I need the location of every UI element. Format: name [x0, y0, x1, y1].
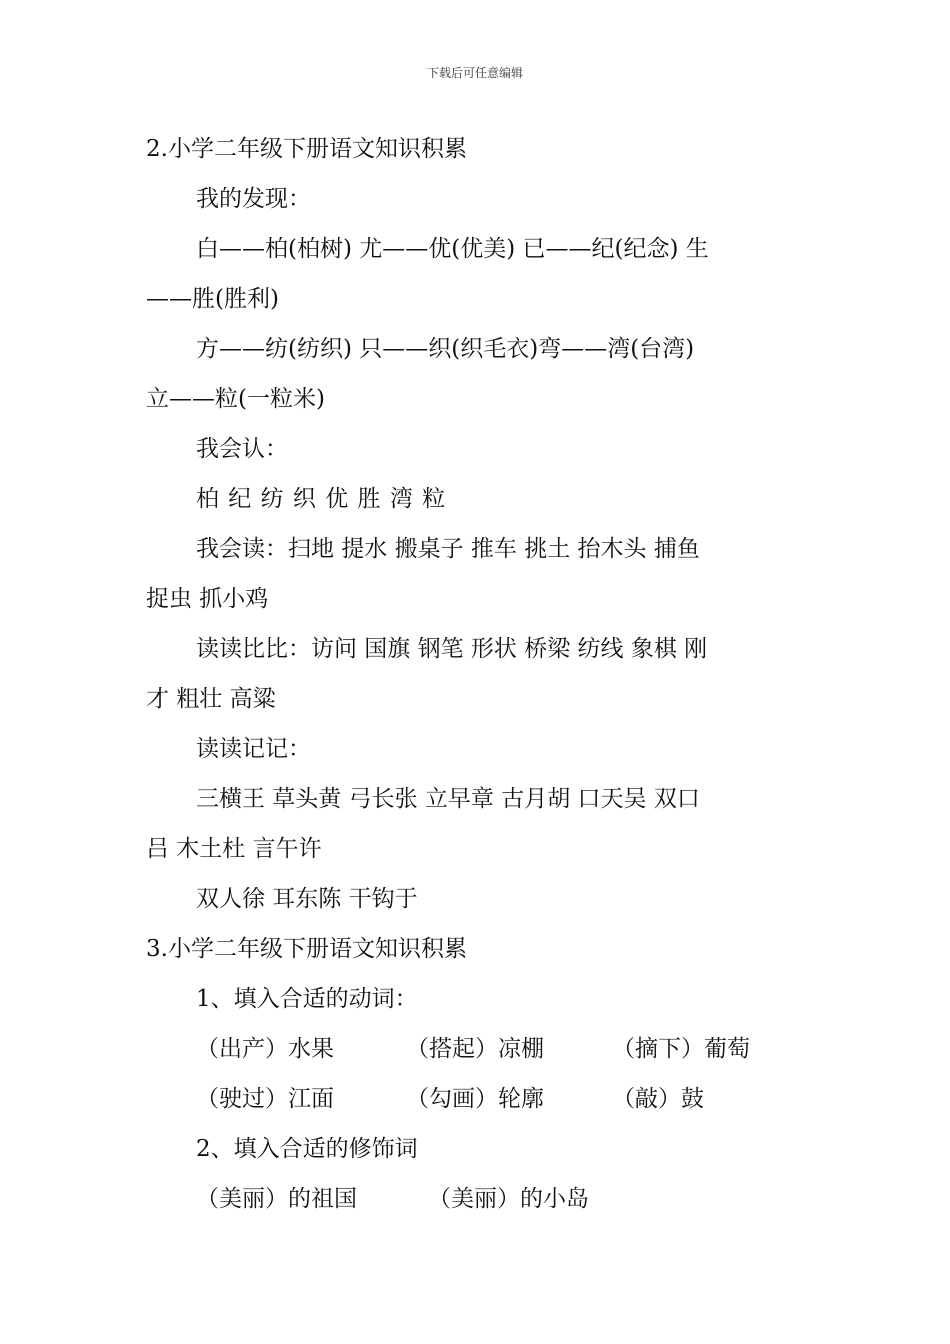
verb-item: （敲）鼓 — [612, 1086, 704, 1112]
modifier-item: （美丽）的祖国 — [196, 1186, 357, 1212]
paragraph: 柏 纪 纺 织 优 胜 湾 粒 — [196, 486, 447, 512]
verb-row — [146, 1074, 810, 1124]
section-heading: 3.小学二年级下册语文知识积累 — [146, 936, 467, 962]
verb-item: （勾画）轮廓 — [406, 1086, 544, 1112]
paragraph: 读读比比：访问 国旗 钢笔 形状 桥梁 纺线 象棋 刚 — [196, 636, 708, 662]
paragraph: 我的发现： — [196, 186, 311, 212]
paragraph: 我会读：扫地 提水 搬桌子 推车 挑土 抬木头 捕鱼 — [196, 536, 700, 562]
modifier-row — [146, 1174, 810, 1224]
verb-item: （搭起）凉棚 — [406, 1036, 544, 1062]
paragraph: 捉虫 抓小鸡 — [146, 586, 269, 612]
paragraph: 三横王 草头黄 弓长张 立早章 古月胡 口天吴 双口 — [196, 786, 700, 812]
page-header: 下载后可任意编辑 — [426, 66, 523, 80]
paragraph: ——胜(胜利) — [146, 286, 279, 312]
paragraph: 吕 木土杜 言午许 — [146, 836, 322, 862]
paragraph: 才 粗壮 高粱 — [146, 686, 276, 712]
verb-item: （摘下）葡萄 — [612, 1036, 750, 1062]
modifier-item: （美丽）的小岛 — [428, 1186, 589, 1212]
document-body — [146, 124, 810, 1224]
paragraph: 立——粒(一粒米) — [146, 386, 325, 412]
paragraph: 读读记记： — [196, 736, 311, 762]
paragraph: 双人徐 耳东陈 干钩于 — [196, 886, 418, 912]
paragraph: 1、填入合适的动词： — [196, 986, 418, 1012]
verb-row — [146, 1024, 810, 1074]
paragraph: 我会认： — [196, 436, 288, 462]
paragraph: 2、填入合适的修饰词 — [196, 1136, 418, 1162]
paragraph: 方——纺(纺织) 只——织(织毛衣)弯——湾(台湾) — [196, 336, 695, 362]
section-heading: 2.小学二年级下册语文知识积累 — [146, 136, 467, 162]
verb-item: （驶过）江面 — [196, 1086, 334, 1112]
verb-item: （出产）水果 — [196, 1036, 334, 1062]
paragraph: 白——柏(柏树) 尤——优(优美) 已——纪(纪念) 生 — [196, 236, 709, 262]
